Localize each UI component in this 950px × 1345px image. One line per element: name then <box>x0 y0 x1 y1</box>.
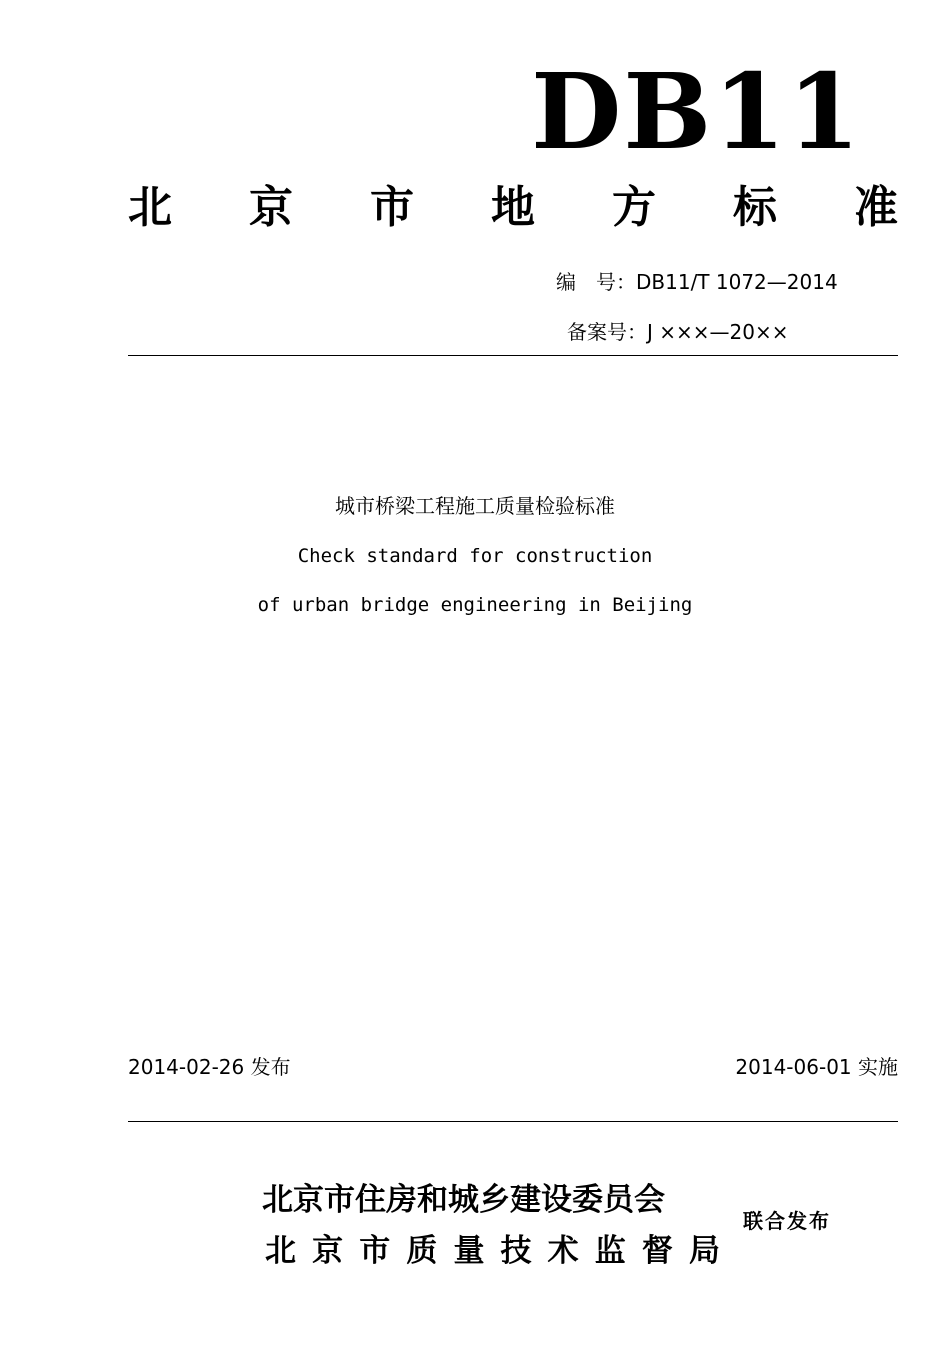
joint-publication-label: 联合发布 <box>743 1209 831 1233</box>
standard-type-char: 准 <box>854 182 898 233</box>
standard-type-char: 市 <box>370 182 414 233</box>
standard-type-char: 地 <box>491 182 535 233</box>
top-divider <box>128 355 898 356</box>
issuer-char: 北 <box>265 1233 296 1269</box>
issuer-quality-bureau <box>265 1233 720 1269</box>
issuer-char: 局 <box>688 1233 720 1269</box>
issuer-char: 京 <box>312 1233 344 1269</box>
document-title-english-line-2: of urban bridge engineering in Beijing <box>257 594 693 616</box>
standard-code-logo: DB11 <box>531 50 862 173</box>
issuer-char: 督 <box>641 1233 673 1269</box>
standard-number: 编 号：DB11/T 1072—2014 <box>556 270 838 294</box>
record-number: 备案号：J ×××—20×× <box>567 320 789 344</box>
standard-type-char: 标 <box>733 182 777 233</box>
document-title-chinese: 城市桥梁工程施工质量检验标准 <box>335 494 615 518</box>
standard-type-heading <box>128 182 898 233</box>
issuer-housing-commission: 北京市住房和城乡建设委员会 <box>262 1182 665 1218</box>
issuer-char: 量 <box>453 1233 485 1269</box>
bottom-divider <box>128 1121 898 1122</box>
standard-type-char: 方 <box>612 182 656 233</box>
standard-type-char: 京 <box>249 182 293 233</box>
issuer-char: 市 <box>359 1233 391 1269</box>
issuer-char: 监 <box>594 1233 626 1269</box>
issuer-char: 术 <box>547 1233 579 1269</box>
issuer-char: 质 <box>406 1233 438 1269</box>
effective-date: 2014-06-01 实施 <box>735 1055 898 1079</box>
standard-type-char: 北 <box>128 182 172 233</box>
issuer-char: 技 <box>500 1233 532 1269</box>
publish-date: 2014-02-26 发布 <box>128 1055 291 1079</box>
document-title-english-line-1: Check standard for construction <box>297 545 653 567</box>
